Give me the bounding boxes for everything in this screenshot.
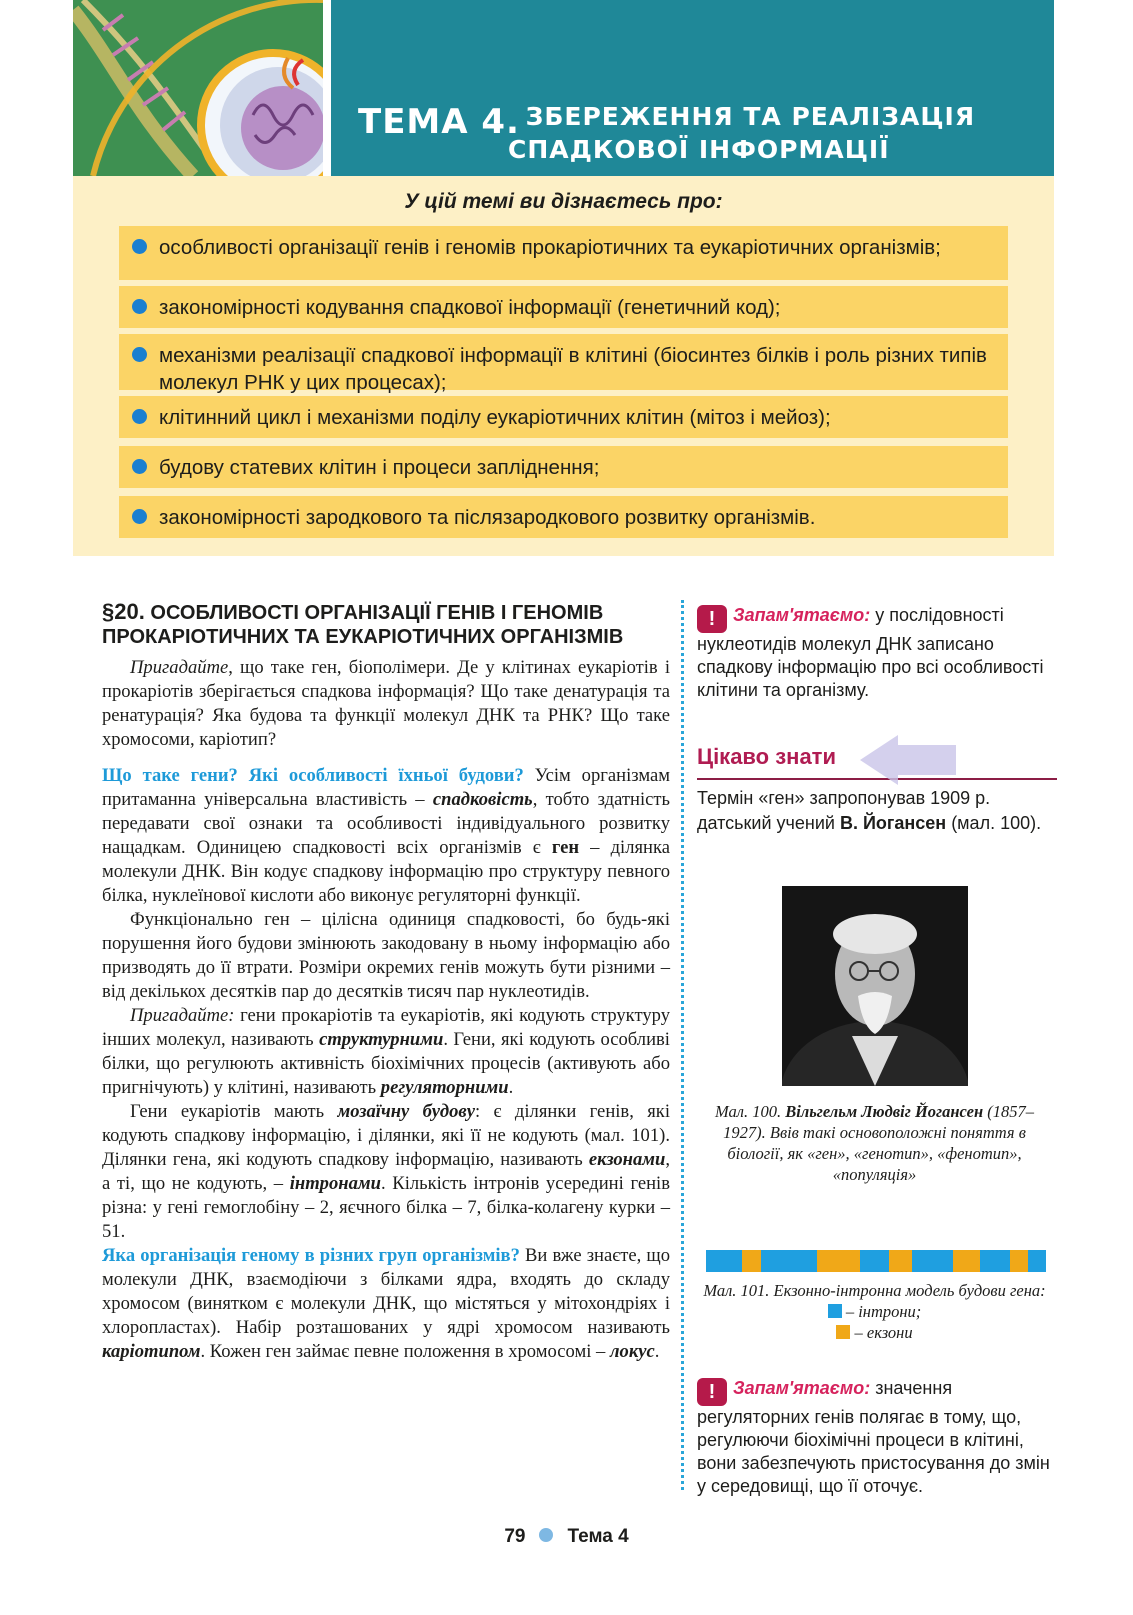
overview-heading: У цій темі ви дізнаєтесь про:: [404, 190, 723, 213]
text: гени прокаріотів та еукаріотів, які кодують структуру інших молекул, називають: [102, 1005, 670, 1050]
bullet-icon: [132, 509, 147, 524]
paragraph: [102, 1244, 670, 1364]
text: . Кількість інтронів усередині генів різна: у гені гемоглобіну – 2, яєчного білка – 7, білка-колагену курки – 51.: [102, 1173, 670, 1242]
overview-item-text: закономірності зародкового та післязародкового розвитку організмів.: [159, 506, 816, 529]
text: Мал. 100.: [714, 1102, 786, 1121]
paragraph: [102, 1100, 670, 1244]
text: Термін «ген» запропонував 1909 р. датський учений: [697, 788, 991, 833]
term: мозаїчну будову: [337, 1101, 475, 1122]
text: Ввів такі основоположні поняття в біології, як «ген», «генотип», «фенотип», «популяція»: [727, 1123, 1026, 1184]
overview-item-text: будову статевих клітин і процеси запліднення;: [159, 456, 600, 479]
question-heading: Що таке гени? Які особливості їхньої будови?: [102, 765, 524, 786]
paragraph: Функціонально ген – цілісна одиниця спадковості, бо будь-які порушення його будови змінюють закодовану в ньому інформацію або призводять до її втрати. Розміри окремих генів можуть бути різними – від декількох десятків пар до десятків тисяч пар нуклеотидів.: [102, 909, 670, 1002]
section-number: §20.: [102, 599, 145, 624]
text: – екзони: [850, 1323, 913, 1342]
intron-segment: [1028, 1250, 1046, 1272]
text: – ділянка молекули ДНК. Він кодує спадкову інформацію про структуру певного білка, нуклеїнової кислоти або виконує регуляторні функції.: [102, 837, 670, 906]
exon-segment: [889, 1250, 912, 1272]
page-number: 79: [504, 1526, 526, 1547]
overview-item: [119, 396, 1008, 438]
main-text-column: [102, 656, 670, 1364]
topic-title-line1: ЗБЕРЕЖЕННЯ ТА РЕАЛІЗАЦІЯ: [525, 102, 976, 131]
topic-title-line2: СПАДКОВОЇ ІНФОРМАЦІЇ: [508, 135, 890, 164]
topic-number: ТЕМА 4.: [358, 102, 520, 142]
text: Гени еукаріотів мають: [130, 1101, 338, 1122]
figure-101-caption: [697, 1280, 1052, 1343]
topic-banner: [73, 0, 1054, 176]
paragraph: [102, 1004, 670, 1100]
exon-segment: [953, 1250, 980, 1272]
term: структурними: [319, 1029, 444, 1050]
bullet-icon: [132, 299, 147, 314]
exon-intron-model: [706, 1250, 1046, 1272]
term: екзонами: [588, 1149, 666, 1170]
overview-item: [119, 286, 1008, 328]
intron-segment: [706, 1250, 742, 1272]
remember-label: Запам'ятаємо:: [733, 1378, 871, 1398]
term: спадковість: [432, 789, 533, 810]
recall-text: , що таке ген, біополімери. Де у клітинах еукаріотів і прокаріотів зберігається спадкова інформація? Що таке денатурація та ренатурація? Яка будова та функції молекул ДНК та РНК? Що таке хромосоми, каріотип?: [102, 657, 670, 750]
text: , тобто здатність передавати свої ознаки та особливості індивідуального розвитку нащадкам. Одиницею спадковості всіх організмів є: [102, 789, 670, 858]
text: Усім організмам притаманна універсальна властивість –: [102, 765, 670, 810]
dna-cell-illustration: [73, 0, 323, 176]
caption-name: Вільгельм Людвіг Йогансен: [785, 1102, 984, 1121]
overview-item: [119, 446, 1008, 488]
fact-heading-text: Цікаво знати: [697, 744, 836, 769]
text: Ви вже знаєте, що молекули ДНК, взаємодіючи з білками ядра, входять до складу хромосом (винятком є молекули ДНК, що містяться у мітохондріях і хлоропластах). Набір розташованих у ядрі хромосом називають: [102, 1245, 670, 1338]
exon-segment: [1010, 1250, 1028, 1272]
text: (1857–1927).: [723, 1102, 1035, 1142]
text: Мал. 101. Екзонно-інтронна модель будови гена:: [703, 1281, 1046, 1300]
text: : є ділянки генів, які кодують спадкову інформацію, і ділянки, які її не кодують (мал. 101). Ділянки гена, які кодують спадкову інформацію, називають: [102, 1101, 670, 1170]
scientist-name: В. Йогансен: [839, 813, 947, 833]
text: , а ті, що не кодують, –: [102, 1149, 670, 1194]
column-divider: [681, 600, 684, 1490]
arrow-icon: [858, 735, 958, 785]
remember-note-1: [697, 604, 1052, 702]
text: . Кожен ген займає певне положення в хромосомі –: [200, 1341, 610, 1362]
overview-item-text: закономірності кодування спадкової інформації (генетичний код);: [159, 296, 781, 319]
intron-swatch: [828, 1304, 842, 1318]
term: інтронами: [289, 1173, 381, 1194]
overview-item: [119, 226, 1008, 280]
term: регуляторними: [380, 1077, 509, 1098]
text: . Гени, які кодують особливі білки, що регулюють активність біохімічних процесів (активують або пригнічують) у клітині, називають: [102, 1029, 670, 1098]
overview-item: [119, 334, 1008, 394]
johannsen-portrait: [782, 886, 968, 1086]
remember-note-2: [697, 1377, 1052, 1498]
banner-divider: [323, 0, 331, 176]
footer-topic: Тема 4: [567, 1526, 629, 1547]
remember-label: Запам'ятаємо:: [733, 605, 871, 625]
section-title-text: ОСОБЛИВОСТІ ОРГАНІЗАЦІЇ ГЕНІВ І ГЕНОМІВ ПРОКАРІОТИЧНИХ ТА ЕУКАРІОТИЧНИХ ОРГАНІЗМІВ: [102, 602, 624, 648]
topic-title: [358, 102, 976, 164]
page-footer: [0, 1526, 1133, 1548]
overview-item-text: особливості організації генів і геномів прокаріотичних та еукаріотичних організмів;: [159, 236, 941, 259]
text: .: [508, 1077, 514, 1098]
fact-text: [697, 786, 1052, 836]
recall-paragraph: [102, 656, 670, 752]
text: (мал. 100).: [946, 813, 1042, 833]
exclamation-icon: !: [697, 605, 727, 633]
term: каріотипом: [102, 1341, 201, 1362]
bullet-icon: [132, 459, 147, 474]
overview-item-text: механізми реалізації спадкової інформації в клітині (біосинтез білків і роль різних типів молекул РНК у цих процесах);: [159, 344, 987, 394]
recall-label: Пригадайте: [130, 657, 229, 678]
figure-100-caption: [697, 1101, 1052, 1185]
exon-swatch: [836, 1325, 850, 1339]
section-heading: [102, 600, 682, 649]
exclamation-icon: !: [697, 1378, 727, 1406]
intron-segment: [912, 1250, 953, 1272]
remember-text: у послідовності нуклеотидів молекул ДНК записано спадкову інформацію про всі особливості клітини та організму.: [697, 605, 1044, 700]
topic-overview-box: [73, 176, 1054, 556]
bullet-icon: [132, 239, 147, 254]
intron-segment: [761, 1250, 816, 1272]
exon-segment: [817, 1250, 860, 1272]
term: локус: [609, 1341, 655, 1362]
intron-segment: [860, 1250, 889, 1272]
overview-item-text: клітинний цикл і механізми поділу еукаріотичних клітин (мітоз і мейоз);: [159, 406, 831, 429]
remember-text: значення регуляторних генів полягає в тому, що, регулюючи біохімічні процеси в клітині, вони забезпечують пристосування до змін у середовищі, що її оточує.: [697, 1378, 1050, 1496]
paragraph: [102, 764, 670, 908]
text: – інтрони;: [841, 1302, 922, 1321]
bullet-icon: [132, 409, 147, 424]
bullet-icon: [132, 347, 147, 362]
footer-dot-icon: [539, 1528, 553, 1542]
exon-segment: [742, 1250, 762, 1272]
recall-label: Пригадайте:: [130, 1005, 235, 1026]
overview-item: [119, 496, 1008, 538]
intron-segment: [980, 1250, 1010, 1272]
text: .: [654, 1341, 660, 1362]
question-heading: Яка організація геному в різних груп організмів?: [102, 1245, 520, 1266]
term: ген: [551, 837, 580, 858]
